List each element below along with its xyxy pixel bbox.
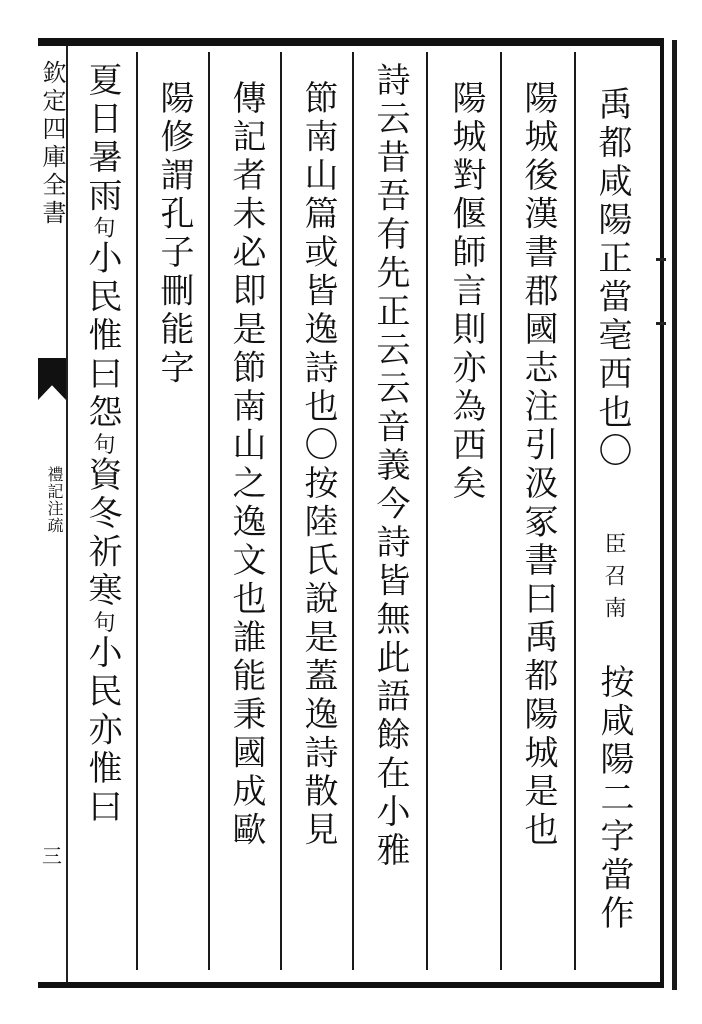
text-column-8	[80, 62, 124, 827]
center-margin-strip	[38, 46, 68, 982]
fishtail-mark	[38, 358, 66, 400]
text-column-1-cont: 按咸陽二字當作	[594, 664, 634, 934]
text-segment: 小民惟曰怨	[82, 240, 122, 433]
punctuation-mark: 句	[90, 610, 115, 635]
text-column-1: 禹都咸陽正當亳西也〇	[592, 86, 632, 471]
text-column-4: 詩云昔吾有先正云云音義今詩皆無此語餘在小雅	[370, 62, 410, 871]
column-rule	[500, 52, 502, 970]
text-column-2: 陽城後漢書郡國志注引汲冢書曰禹都陽城是也	[518, 80, 558, 850]
text-segment: 小民亦惟曰	[82, 634, 122, 827]
text-segment: 夏日暑雨	[82, 62, 122, 216]
column-rule	[352, 52, 354, 970]
section-title: 禮記注疏	[45, 466, 64, 534]
column-rule	[574, 52, 576, 970]
annotation-note: 臣召南	[601, 532, 626, 628]
text-column-7: 陽修謂孔子刪能字	[154, 80, 194, 388]
page-frame	[38, 38, 664, 988]
outer-border-rule	[672, 40, 677, 990]
text-column-5: 節南山篇或皆逸詩也〇按陸氏說是蓋逸詩散見	[298, 80, 338, 850]
column-rule	[136, 52, 138, 970]
border-tick	[656, 322, 666, 325]
column-rule	[280, 52, 282, 970]
column-rule	[208, 52, 210, 970]
border-tick	[656, 258, 666, 261]
punctuation-mark: 句	[90, 216, 115, 240]
text-column-3: 陽城對偃師言則亦為西矣	[446, 80, 486, 504]
text-segment: 資冬祈寒	[82, 456, 122, 611]
punctuation-mark: 句	[90, 432, 115, 457]
column-rule	[426, 52, 428, 970]
book-title: 欽定四庫全書	[38, 60, 66, 228]
text-column-6: 傳記者未必即是節南山之逸文也誰能秉國成歐	[226, 80, 266, 850]
page-number: 三	[42, 844, 62, 868]
